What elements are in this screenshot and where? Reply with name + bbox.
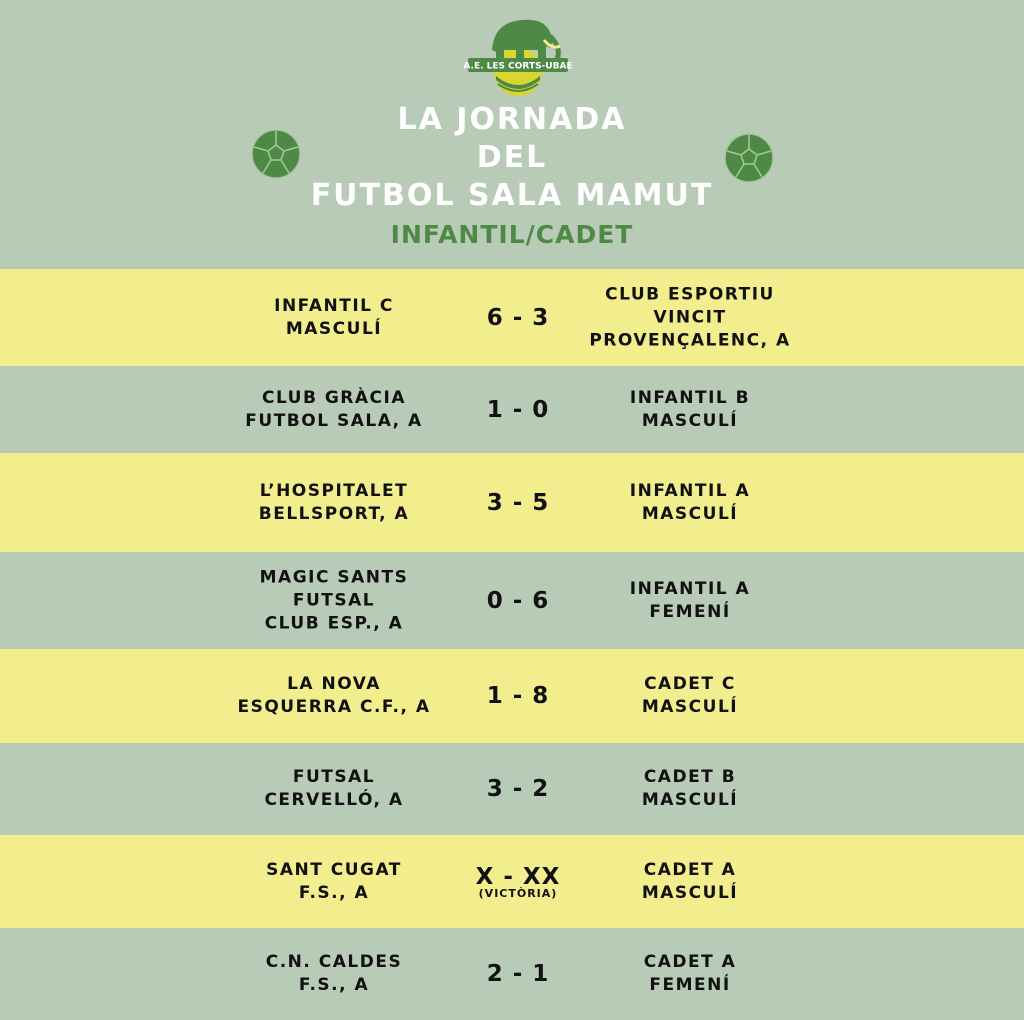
subtitle: INFANTIL/CADET — [390, 220, 634, 249]
home-team: LA NOVA ESQUERRA C.F., A — [237, 674, 431, 717]
title-line-3: FUTBOL SALA MAMUT — [310, 178, 714, 213]
away-team: INFANTIL A FEMENÍ — [629, 578, 751, 622]
home-team: FUTSAL CERVELLÓ, A — [264, 767, 404, 810]
match-score — [458, 305, 578, 331]
logo-text: A.E. LES CORTS-UBAE — [463, 61, 573, 72]
home-team: MAGIC SANTS FUTSAL CLUB ESP., A — [259, 567, 409, 633]
home-team: C.N. CALDES F.S., A — [265, 952, 403, 995]
home-team: SANT CUGAT F.S., A — [266, 859, 402, 903]
match-row — [0, 552, 1024, 649]
home-team: L’HOSPITALET BELLSPORT, A — [258, 480, 410, 524]
score-note: (VICTÒRIA) — [478, 886, 558, 900]
away-team: CADET A FEMENÍ — [643, 952, 737, 995]
away-team: INFANTIL A MASCULÍ — [629, 480, 751, 524]
score-value: X - XX — [475, 863, 561, 890]
away-team: CADET A MASCULÍ — [641, 859, 739, 903]
header — [0, 0, 1024, 269]
match-row — [0, 366, 1024, 453]
score-value: 1 - 8 — [486, 683, 550, 709]
match-row — [0, 743, 1024, 835]
away-team: CADET B MASCULÍ — [641, 767, 739, 810]
score-value: 1 - 0 — [486, 396, 550, 423]
away-team: CADET C MASCULÍ — [641, 674, 739, 717]
away-team: CLUB ESPORTIU VINCIT PROVENÇALENC, A — [589, 284, 791, 350]
match-score — [458, 397, 578, 423]
match-row — [0, 928, 1024, 1020]
away-team: INFANTIL B MASCULÍ — [629, 387, 751, 431]
score-value: 3 - 2 — [486, 776, 550, 802]
title-line-2: DEL — [476, 140, 548, 175]
results-list — [0, 269, 1024, 1020]
home-team: CLUB GRÀCIA FUTBOL SALA, A — [245, 387, 423, 431]
score-value: 2 - 1 — [486, 961, 550, 987]
title-line-1: LA JORNADA — [397, 102, 627, 137]
home-team: INFANTIL C MASCULÍ — [274, 295, 394, 339]
score-value: 6 - 3 — [486, 304, 550, 331]
match-row — [0, 269, 1024, 366]
score-value: 3 - 5 — [486, 489, 550, 516]
match-row — [0, 453, 1024, 552]
match-score — [458, 864, 578, 900]
match-row — [0, 649, 1024, 743]
match-score — [458, 588, 578, 614]
match-row — [0, 835, 1024, 928]
score-value: 0 - 6 — [486, 587, 550, 614]
match-score — [458, 683, 578, 709]
match-score — [458, 490, 578, 516]
mammoth-logo — [462, 6, 574, 98]
match-score — [458, 961, 578, 987]
match-score — [458, 776, 578, 802]
